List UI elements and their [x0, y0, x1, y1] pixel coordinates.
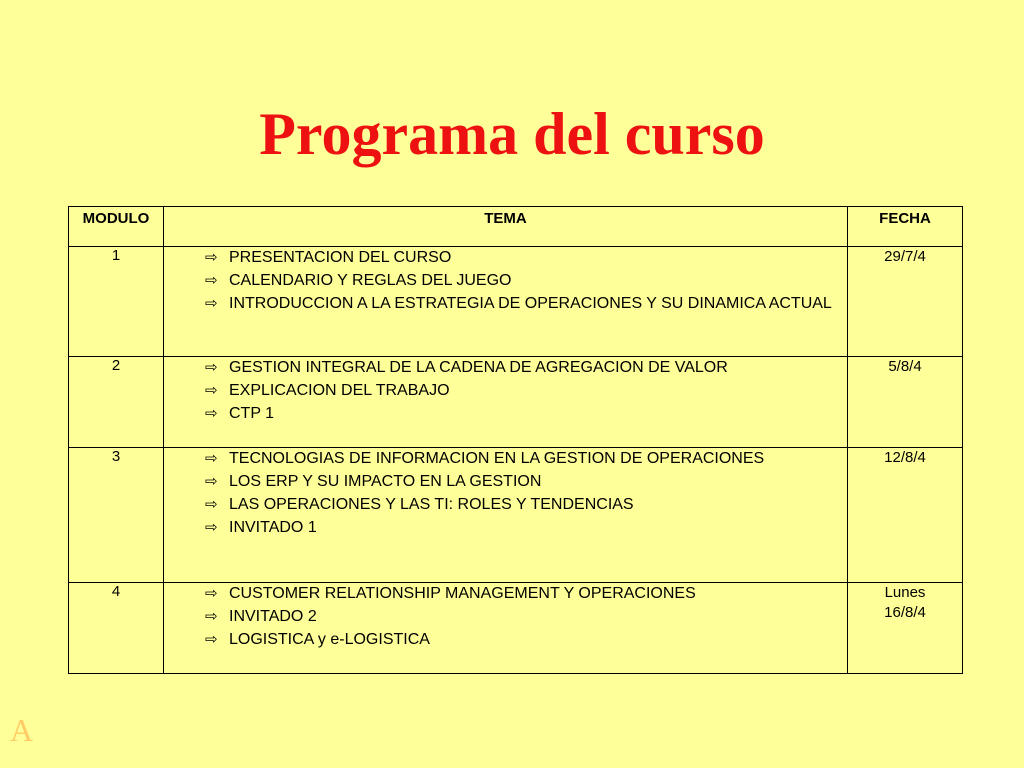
arrow-right-icon: ⇨ [205, 359, 218, 376]
topic-item [205, 380, 847, 401]
topic-item [205, 606, 847, 627]
modulo-cell: 3 [69, 448, 164, 583]
course-schedule-table [68, 206, 963, 674]
tema-cell [164, 583, 848, 674]
modulo-cell: 4 [69, 583, 164, 674]
page-title: Programa del curso [259, 101, 765, 167]
table-row [69, 357, 963, 448]
fecha-date: 16/8/4 [884, 604, 926, 621]
header-modulo: MODULO [69, 207, 164, 247]
topic-item [205, 583, 847, 604]
topic-text: CALENDARIO Y REGLAS DEL JUEGO [229, 272, 512, 289]
topic-text: EXPLICACION DEL TRABAJO [229, 382, 450, 399]
topic-item [205, 357, 847, 378]
table-row [69, 247, 963, 357]
topic-text: CTP 1 [229, 405, 275, 422]
topic-text: INVITADO 2 [229, 608, 317, 625]
fecha-day: Lunes [884, 584, 926, 601]
table-row [69, 448, 963, 583]
topic-text: PRESENTACION DEL CURSO [229, 249, 452, 266]
topic-item [205, 517, 847, 538]
topic-item [205, 293, 847, 314]
topic-text: CUSTOMER RELATIONSHIP MANAGEMENT Y OPERACIONES [229, 585, 696, 602]
topic-list [164, 448, 847, 538]
tema-cell [164, 247, 848, 357]
topic-text: INTRODUCCION A LA ESTRATEGIA DE OPERACIONES Y SU DINAMICA ACTUAL [229, 295, 832, 312]
arrow-right-icon: ⇨ [205, 450, 218, 467]
table-header-row [69, 207, 963, 247]
arrow-right-icon: ⇨ [205, 382, 218, 399]
modulo-cell: 2 [69, 357, 164, 448]
topic-item [205, 448, 847, 469]
topic-text: LOGISTICA y e-LOGISTICA [229, 631, 430, 648]
topic-item [205, 471, 847, 492]
topic-item [205, 247, 847, 268]
tema-cell [164, 357, 848, 448]
arrow-right-icon: ⇨ [205, 272, 218, 289]
arrow-right-icon: ⇨ [205, 631, 218, 648]
arrow-right-icon: ⇨ [205, 405, 218, 422]
topic-text: TECNOLOGIAS DE INFORMACION EN LA GESTION DE OPERACIONES [229, 450, 765, 467]
tema-cell [164, 448, 848, 583]
topic-item [205, 270, 847, 291]
topic-text: LOS ERP Y SU IMPACTO EN LA GESTION [229, 473, 542, 490]
header-tema: TEMA [164, 207, 848, 247]
fecha-cell [848, 583, 963, 674]
header-fecha: FECHA [848, 207, 963, 247]
topic-list [164, 357, 847, 424]
fecha-cell: 12/8/4 [848, 448, 963, 583]
table-row [69, 583, 963, 674]
topic-item [205, 629, 847, 650]
topic-text: INVITADO 1 [229, 519, 317, 536]
arrow-right-icon: ⇨ [205, 496, 218, 513]
topic-text: GESTION INTEGRAL DE LA CADENA DE AGREGACION DE VALOR [229, 359, 728, 376]
arrow-right-icon: ⇨ [205, 473, 218, 490]
topic-list [164, 583, 847, 650]
arrow-right-icon: ⇨ [205, 249, 218, 266]
topic-item [205, 403, 847, 424]
topic-item [205, 494, 847, 515]
arrow-right-icon: ⇨ [205, 585, 218, 602]
topic-text: LAS OPERACIONES Y LAS TI: ROLES Y TENDENCIAS [229, 496, 634, 513]
fecha-cell: 29/7/4 [848, 247, 963, 357]
modulo-cell: 1 [69, 247, 164, 357]
arrow-right-icon: ⇨ [205, 608, 218, 625]
topic-list [164, 247, 847, 314]
arrow-right-icon: ⇨ [205, 295, 218, 312]
corner-letter-mark: A [10, 712, 34, 748]
arrow-right-icon: ⇨ [205, 519, 218, 536]
fecha-cell: 5/8/4 [848, 357, 963, 448]
